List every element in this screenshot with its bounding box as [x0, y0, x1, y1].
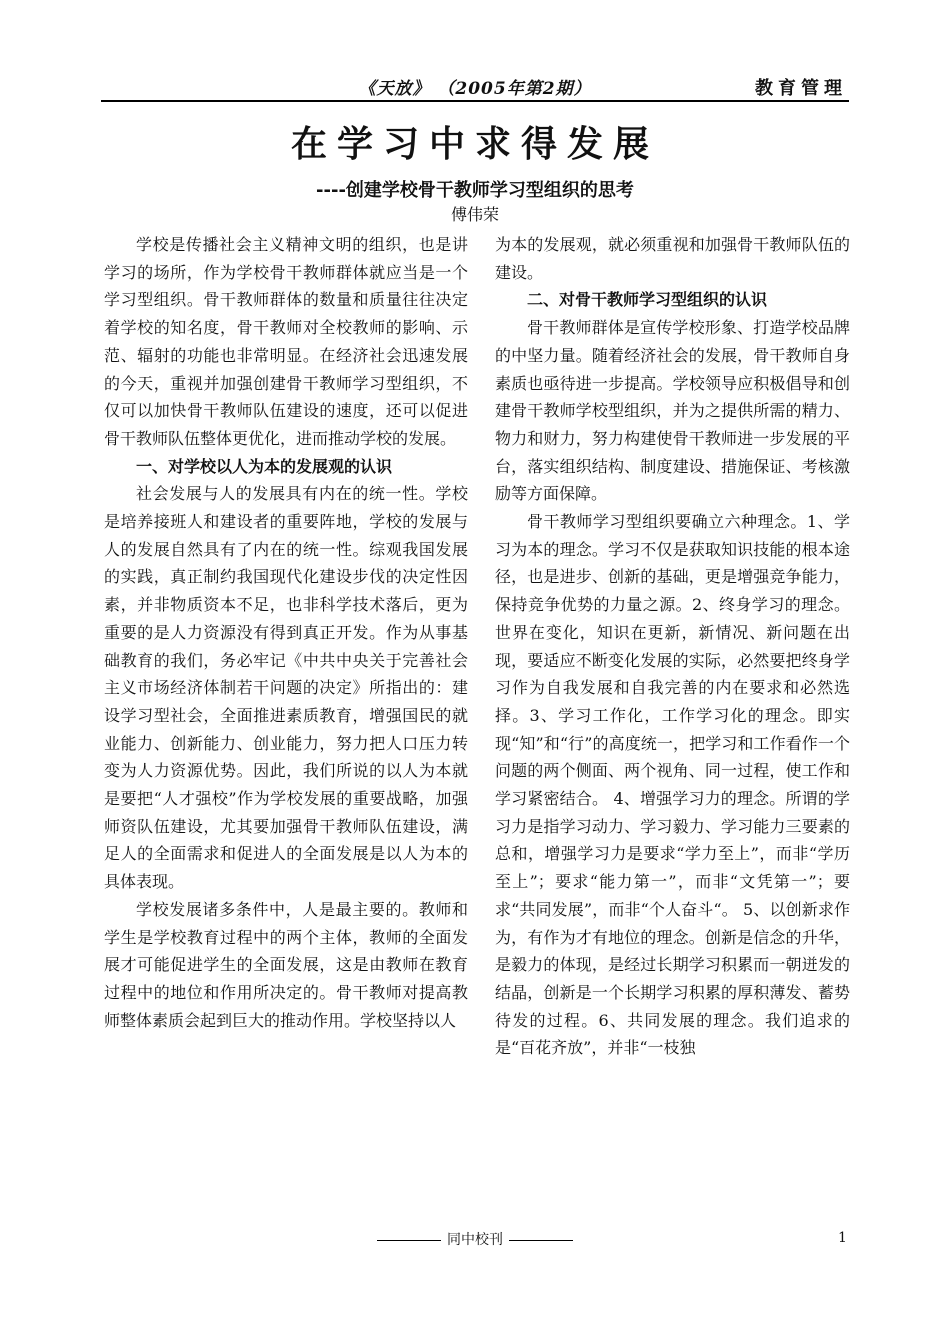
- paragraph: 骨干教师群体是宣传学校形象、打造学校品牌的中坚力量。随着经济社会的发展，骨干教师自身素质也亟待进一步提高。学校领导应积极倡导和创建骨干教师学校型组织，并为之提供所需的精力、物力和财力，努力构建使骨干教师进一步发展的平台，落实组织结构、制度建设、措施保证、考核激励等方面保障。: [495, 318, 850, 504]
- article-subtitle: ----创建学校骨干教师学习型组织的思考: [316, 180, 634, 201]
- section-name: 教育管理: [755, 78, 847, 99]
- right-column: [495, 231, 850, 1062]
- footer-publication: 同中校刊: [447, 1232, 503, 1248]
- paragraph: 骨干教师学习型组织要确立六种理念。1、学习为本的理念。学习不仅是获取知识技能的根本途径，也是进步、创新的基础，更是增强竞争能力，保持竞争优势的力量之源。2、终身学习的理念。世界在变化，知识在更新，新情况、新问题在出现，要适应不断变化发展的实际，必然要把终身学习作为自我发展和自我完善的内在要求和必然选择。3、学习工作化，工作学习化的理念。即实现“知”和“行”的高度统一，把学习和工作看作一个问题的两个侧面、两个视角、同一过程，使工作和学习紧密结合。 4、增强学习力的理念。所谓的学习力是指学习动力、学习毅力、学习能力三要素的总和，增强学习力是要求“学力至上”，而非“学历至上”；要求“能力第一”，而非“文凭第一”；要求“共同发展”，而非“个人奋斗“。 5、以创新求作为，有作为才有地位的理念。创新是信念的升华，是毅力的体现，是经过长期学习积累而一朝迸发的结晶，创新是一个长期学习积累的厚积薄发、蓄势待发的过程。6、共同发展的理念。我们追求的是“百花齐放”，并非“一枝独: [495, 512, 850, 1058]
- left-column: [104, 231, 468, 1034]
- page-footer: [0, 1229, 950, 1249]
- article-title: 在学习中求得发展: [290, 123, 659, 165]
- section-heading: 一、对学校以人为本的发展观的认识: [136, 456, 393, 476]
- running-header: [101, 74, 849, 102]
- article-author: 傅伟荣: [450, 205, 499, 224]
- paragraph: 学校发展诸多条件中，人是最主要的。教师和学生是学校教育过程中的两个主体，教师的全面发展才可能促进学生的全面发展，这是由教师在教育过程中的地位和作用所决定的。骨干教师对提高教师整体素质会起到巨大的推动作用。学校坚持以人: [104, 899, 468, 1030]
- page-number: 1: [838, 1230, 847, 1246]
- paragraph: 为本的发展观，就必须重视和加强骨干教师队伍的建设。: [495, 235, 850, 282]
- section-heading: 二、对骨干教师学习型组织的认识: [527, 290, 768, 310]
- paragraph: 学校是传播社会主义精神文明的组织，也是讲学习的场所，作为学校骨干教师群体就应当是一个学习型组织。骨干教师群体的数量和质量往往决定着学校的知名度，骨干教师对全校教师的影响、示范、辐射的功能也非常明显。在经济社会迅速发展的今天，重视并加强创建骨干教师学习型组织，不仅可以加快骨干教师队伍建设的速度，还可以促进骨干教师队伍整体更优化，进而推动学校的发展。: [104, 235, 468, 448]
- footer-rule-left: [377, 1240, 441, 1241]
- paragraph: 社会发展与人的发展具有内在的统一性。学校是培养接班人和建设者的重要阵地，学校的发展与人的发展自然具有了内在的统一性。综观我国发展的实践，真正制约我国现代化建设步伐的决定性因素，并非物质资本不足，也非科学技术落后，更为重要的是人力资源没有得到真正开发。作为从事基础教育的我们，务必牢记《中共中央关于完善社会主义市场经济体制若干问题的决定》所指出的：建设学习型社会，全面推进素质教育，增强国民的就业能力、创新能力、创业能力，努力把人口压力转变为人力资源优势。因此，我们所说的以人为本就是要把“人才强校”作为学校发展的重要战略，加强师资队伍建设，尤其要加强骨干教师队伍建设，满足人的全面需求和促进人的全面发展是以人为本的具体表现。: [104, 484, 468, 892]
- footer-rule-right: [509, 1240, 573, 1241]
- journal-issue: 《天放》 （2005年第2期）: [358, 79, 592, 99]
